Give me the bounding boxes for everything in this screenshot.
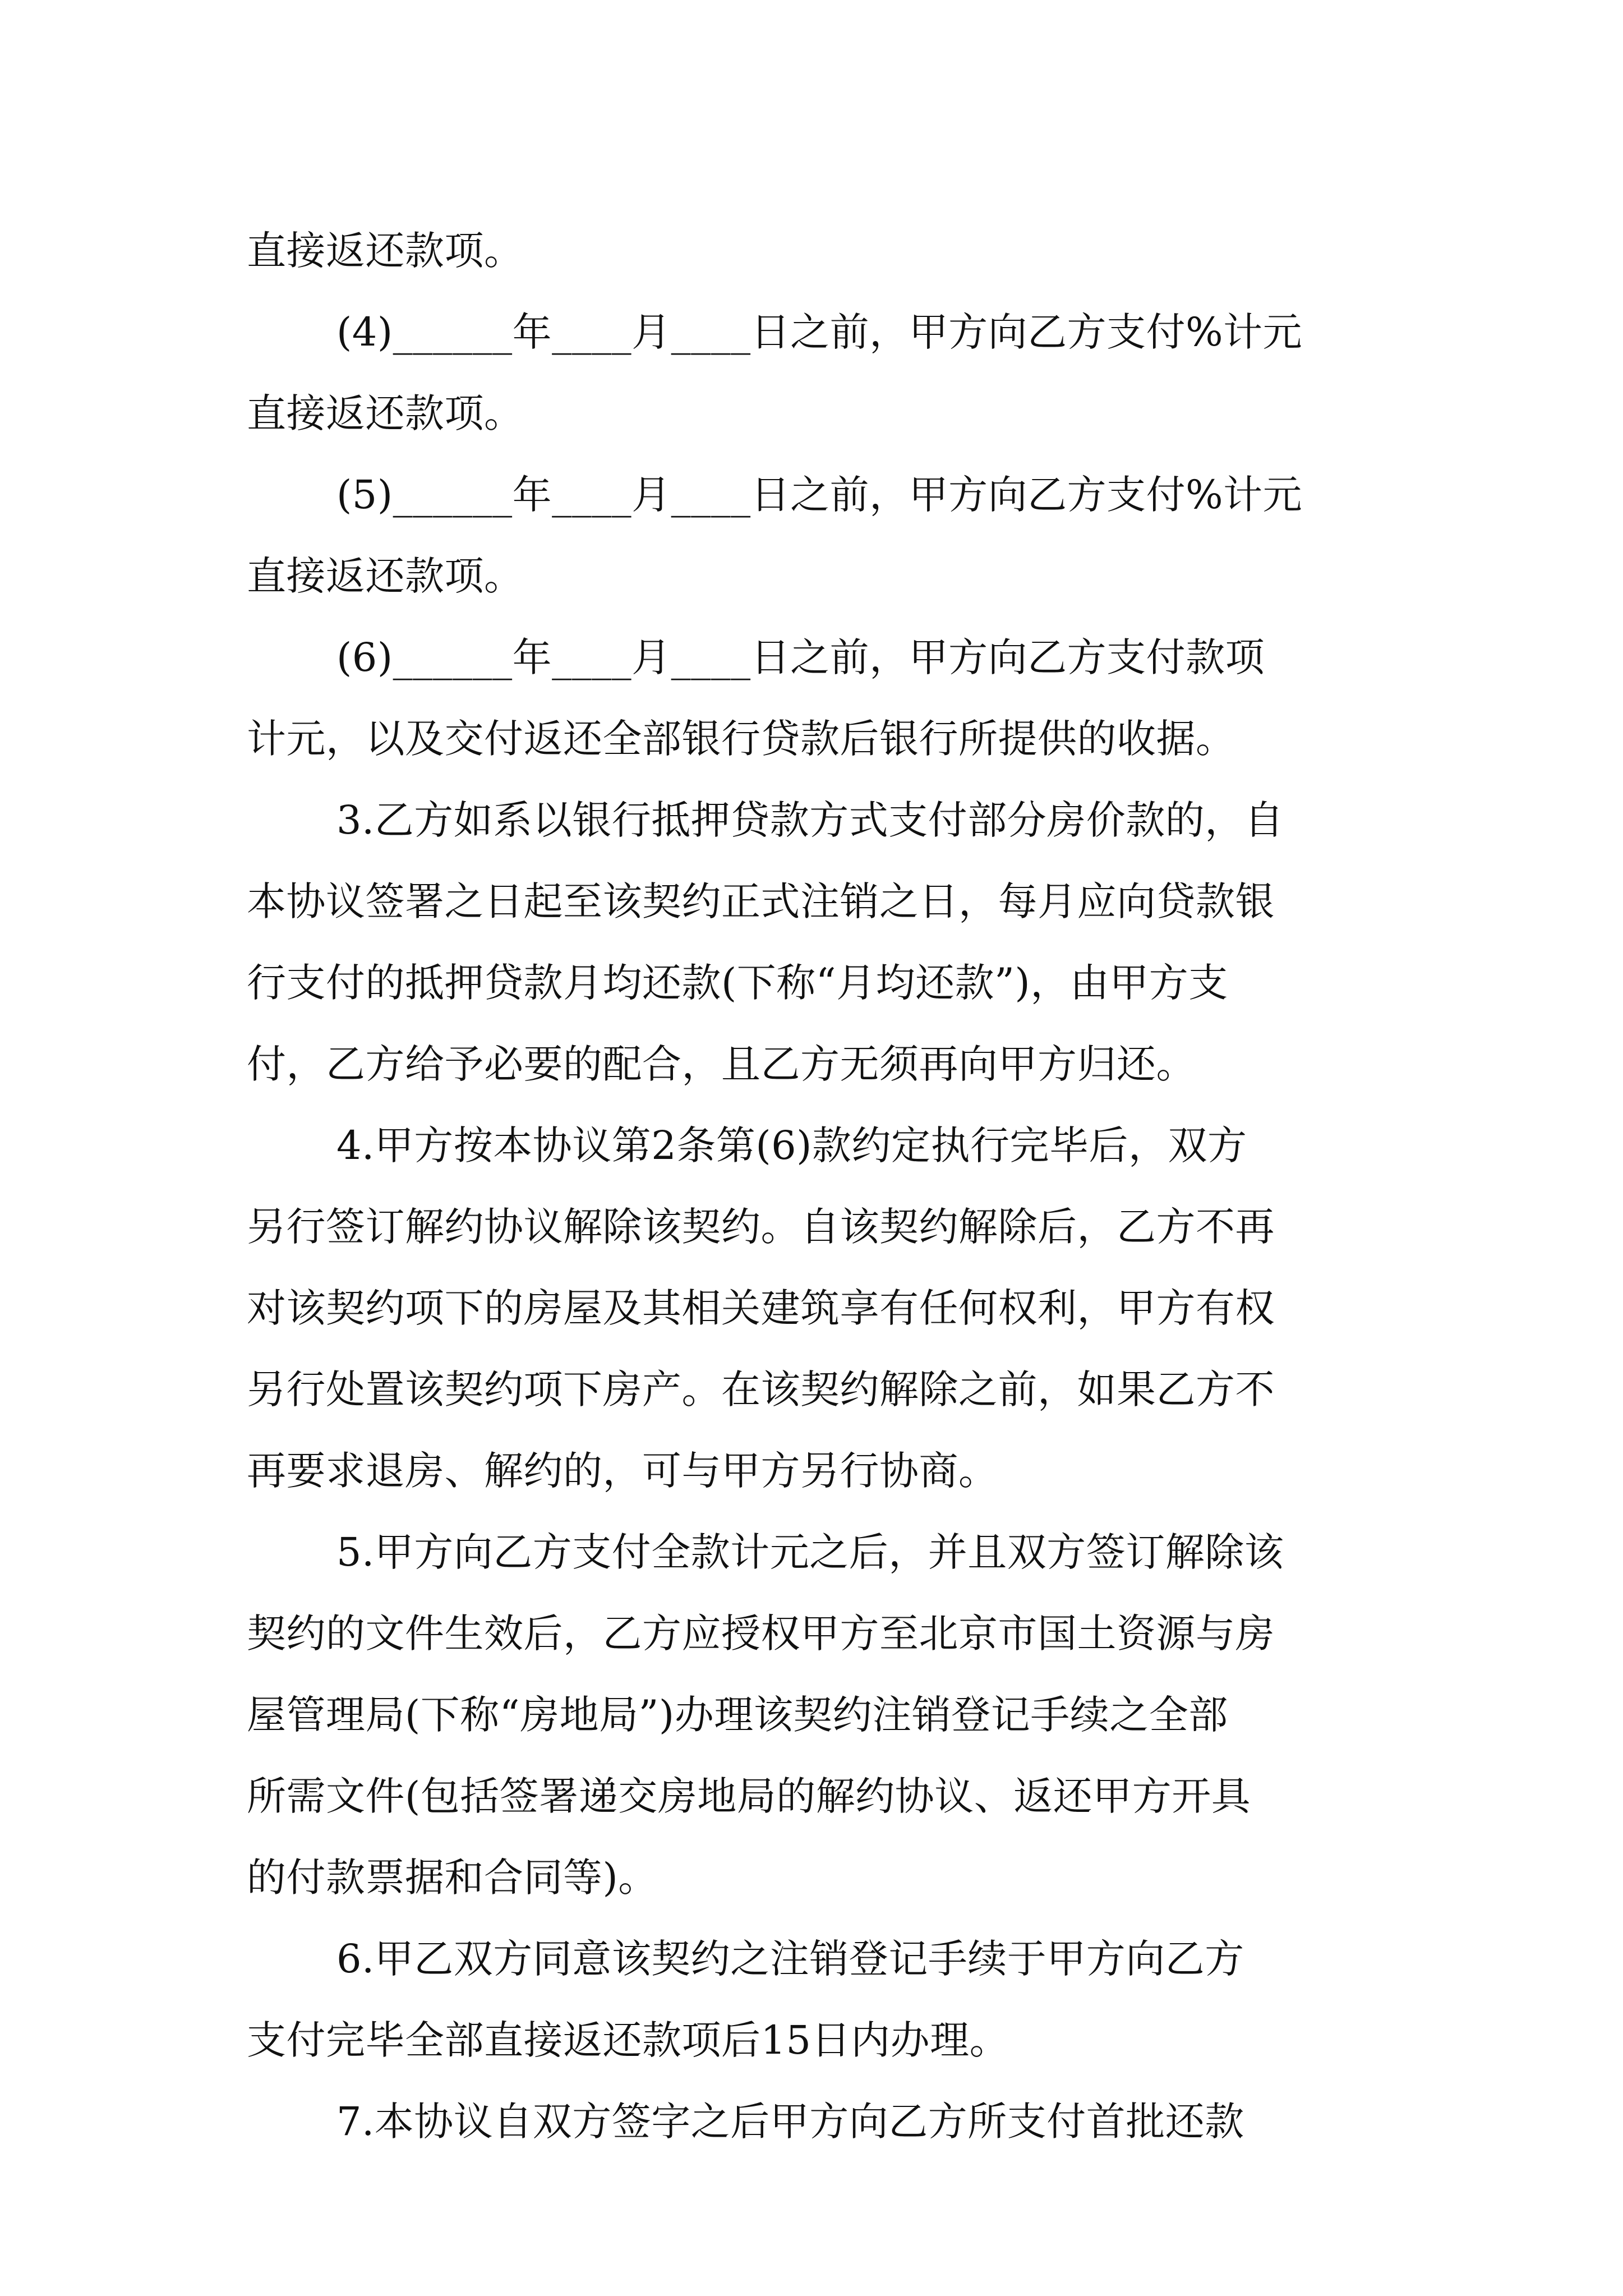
paragraph-first-line: 7.本协议自双方签字之后甲方向乙方所支付首批还款 xyxy=(336,2099,1244,2145)
paragraph-first-line: (5)______年____月____日之前，甲方向乙方支付%计元 xyxy=(336,472,1303,518)
paragraph-line: 再要求退房、解约的，可与甲方另行协商。 xyxy=(247,1448,998,1494)
paragraph-first-line: (6)______年____月____日之前，甲方向乙方支付款项 xyxy=(336,634,1265,680)
paragraph-first-line: 4.甲方按本协议第2条第(6)款约定执行完毕后，双方 xyxy=(336,1122,1247,1168)
paragraph-line: 本协议签署之日起至该契约正式注销之日，每月应向贷款银 xyxy=(247,878,1275,924)
paragraph-first-line: 5.甲方向乙方支付全款计元之后，并且双方签订解除该 xyxy=(336,1529,1284,1575)
paragraph-line: 直接返还款项。 xyxy=(247,228,524,274)
paragraph-line: 直接返还款项。 xyxy=(247,553,524,599)
paragraph-first-line: 3.乙方如系以银行抵押贷款方式支付部分房价款的，自 xyxy=(336,797,1284,843)
paragraph-line: 屋管理局(下称“房地局”)办理该契约注销登记手续之全部 xyxy=(247,1692,1228,1738)
paragraph-line: 另行签订解约协议解除该契约。自该契约解除后，乙方不再 xyxy=(247,1204,1275,1250)
paragraph-line: 的付款票据和合同等)。 xyxy=(247,1855,658,1901)
paragraph-line: 计元，以及交付返还全部银行贷款后银行所提供的收据。 xyxy=(247,716,1235,762)
paragraph-line: 支付完毕全部直接返还款项后15日内办理。 xyxy=(247,2017,1009,2063)
paragraph-line: 所需文件(包括签署递交房地局的解约协议、返还甲方开具 xyxy=(247,1773,1251,1819)
paragraph-first-line: 6.甲乙双方同意该契约之注销登记手续于甲方向乙方 xyxy=(336,1936,1244,1982)
paragraph-line: 对该契约项下的房屋及其相关建筑享有任何权利，甲方有权 xyxy=(247,1285,1275,1331)
paragraph-line: 行支付的抵押贷款月均还款(下称“月均还款”)，由甲方支 xyxy=(247,960,1228,1006)
document-body xyxy=(247,210,1380,2162)
paragraph-line: 付，乙方给予必要的配合，且乙方无须再向甲方归还。 xyxy=(247,1041,1196,1087)
paragraph-line: 另行处置该契约项下房产。在该契约解除之前，如果乙方不 xyxy=(247,1366,1275,1412)
paragraph-first-line: (4)______年____月____日之前，甲方向乙方支付%计元 xyxy=(336,309,1303,355)
paragraph-line: 直接返还款项。 xyxy=(247,390,524,436)
paragraph-line: 契约的文件生效后，乙方应授权甲方至北京市国土资源与房 xyxy=(247,1611,1275,1657)
